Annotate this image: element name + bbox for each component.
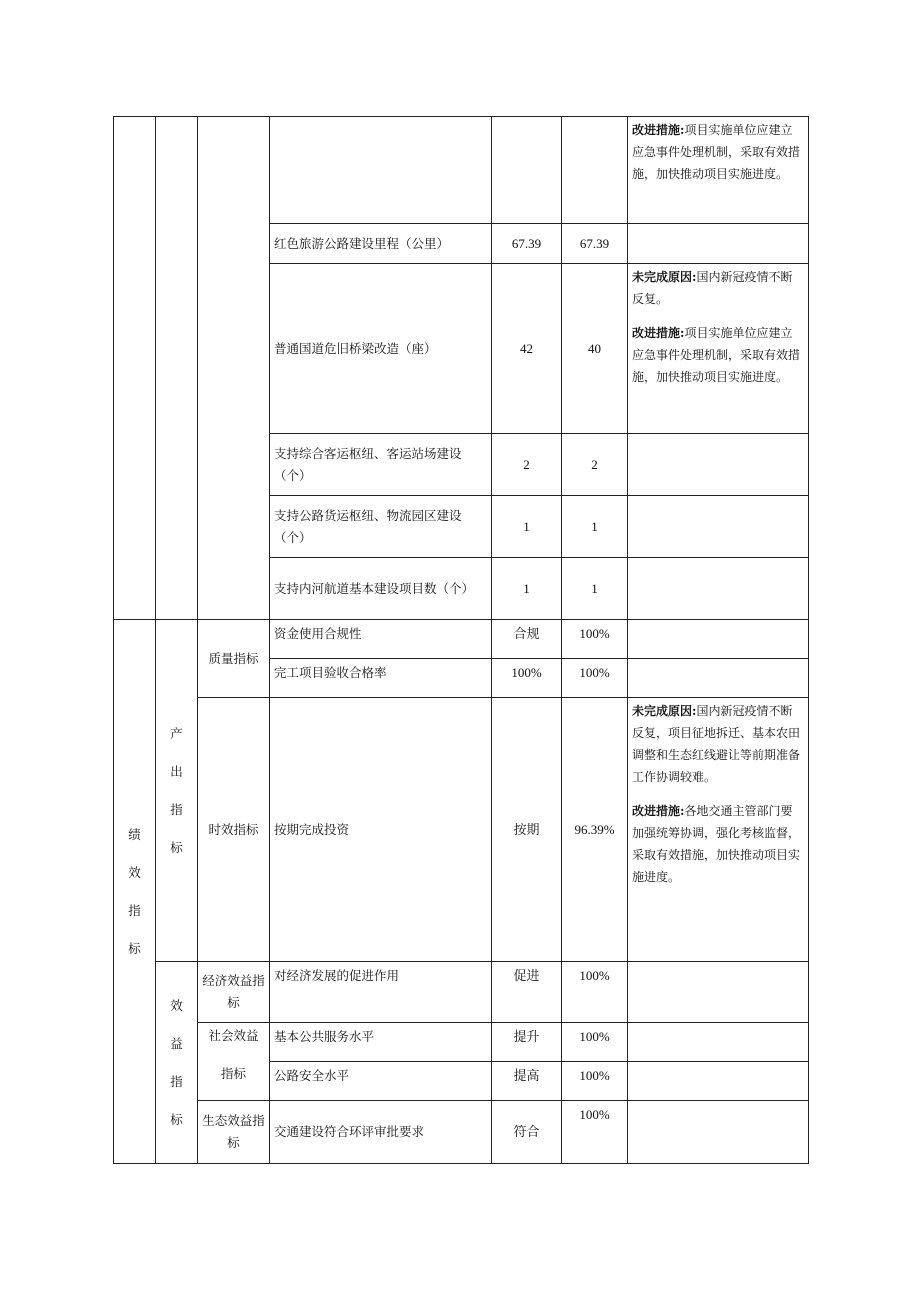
target-cell	[492, 117, 562, 224]
indicator-cell: 基本公共服务水平	[270, 1023, 492, 1062]
actual-cell: 100%	[562, 962, 628, 1023]
actual-cell: 100%	[562, 1062, 628, 1101]
note-cell	[628, 264, 809, 434]
target-cell: 100%	[492, 659, 562, 698]
vertical-char: 标	[170, 1111, 183, 1127]
vertical-char: 指	[170, 801, 183, 817]
level2-output-indicators	[156, 620, 198, 962]
vertical-char: 标	[128, 940, 141, 956]
table-row	[114, 620, 809, 659]
table-row	[114, 1101, 809, 1164]
actual-cell: 67.39	[562, 224, 628, 264]
indicator-cell: 交通建设符合环评审批要求	[270, 1101, 492, 1164]
indicator-cell: 完工项目验收合格率	[270, 659, 492, 698]
note-cell	[628, 117, 809, 224]
indicator-cell: 公路安全水平	[270, 1062, 492, 1101]
vertical-char: 出	[170, 763, 183, 779]
table-row	[114, 962, 809, 1023]
level1-cell-continued	[114, 117, 156, 620]
actual-cell	[562, 117, 628, 224]
actual-cell: 2	[562, 434, 628, 496]
level3-quality: 质量指标	[198, 620, 270, 698]
actual-cell: 1	[562, 496, 628, 558]
improve-text: 项目实施单位应建立应急事件处理机制，采取有效措施，加快推动项目实施进度。	[632, 326, 801, 384]
target-cell: 2	[492, 434, 562, 496]
level3-timeliness: 时效指标	[198, 698, 270, 962]
level3-ecological: 生态效益指标	[198, 1101, 270, 1164]
indicator-cell: 对经济发展的促进作用	[270, 962, 492, 1023]
performance-table	[113, 116, 809, 1164]
actual-cell: 100%	[562, 620, 628, 659]
indicator-cell: 支持公路货运枢纽、物流园区建设（个）	[270, 496, 492, 558]
table-row	[114, 698, 809, 962]
note-cell	[628, 1023, 809, 1062]
social-label-bottom: 指标	[220, 1065, 246, 1081]
note-cell	[628, 962, 809, 1023]
vertical-char: 益	[170, 1035, 183, 1051]
indicator-cell: 支持内河航道基本建设项目数（个）	[270, 558, 492, 620]
improve-label: 改进措施:	[632, 804, 685, 818]
reason-text: 国内新冠疫情不断反复，项目征地拆迁、基本农田调整和生态红线避让等前期准备工作协调较难。	[632, 704, 801, 784]
actual-cell: 1	[562, 558, 628, 620]
reason-label: 未完成原因:	[632, 270, 697, 284]
target-cell: 合规	[492, 620, 562, 659]
table-row	[114, 1023, 809, 1062]
level3-cell-continued	[198, 117, 270, 620]
vertical-char: 标	[170, 839, 183, 855]
note-cell	[628, 1101, 809, 1164]
vertical-char: 效	[170, 997, 183, 1013]
note-cell	[628, 1062, 809, 1101]
target-cell: 按期	[492, 698, 562, 962]
note-cell	[628, 698, 809, 962]
target-cell: 67.39	[492, 224, 562, 264]
indicator-cell: 资金使用合规性	[270, 620, 492, 659]
target-cell: 提升	[492, 1023, 562, 1062]
vertical-char: 绩	[128, 826, 141, 842]
table-row	[114, 117, 809, 224]
actual-cell: 100%	[562, 1023, 628, 1062]
target-cell: 符合	[492, 1101, 562, 1164]
level3-economic: 经济效益指标	[198, 962, 270, 1023]
reason-label: 未完成原因:	[632, 704, 697, 718]
target-cell: 42	[492, 264, 562, 434]
level2-benefit-indicators	[156, 962, 198, 1164]
vertical-char: 指	[128, 902, 141, 918]
level3-social	[198, 1023, 270, 1101]
indicator-cell: 按期完成投资	[270, 698, 492, 962]
vertical-char: 指	[170, 1073, 183, 1089]
target-cell: 提高	[492, 1062, 562, 1101]
target-cell: 促进	[492, 962, 562, 1023]
vertical-char: 产	[170, 725, 183, 741]
note-cell	[628, 224, 809, 264]
target-cell: 1	[492, 558, 562, 620]
note-cell	[628, 434, 809, 496]
note-cell	[628, 558, 809, 620]
reason-text: 国内新冠疫情不断反复。	[632, 270, 793, 306]
vertical-char: 效	[128, 864, 141, 880]
indicator-cell: 普通国道危旧桥梁改造（座）	[270, 264, 492, 434]
note-cell	[628, 496, 809, 558]
indicator-cell	[270, 117, 492, 224]
level1-performance-indicators	[114, 620, 156, 1164]
note-cell	[628, 659, 809, 698]
improve-label: 改进措施:	[632, 123, 685, 137]
indicator-cell: 支持综合客运枢纽、客运站场建设（个）	[270, 434, 492, 496]
level2-cell-continued	[156, 117, 198, 620]
indicator-cell: 红色旅游公路建设里程（公里）	[270, 224, 492, 264]
actual-cell: 100%	[562, 659, 628, 698]
actual-cell: 40	[562, 264, 628, 434]
improve-label: 改进措施:	[632, 326, 685, 340]
actual-cell: 96.39%	[562, 698, 628, 962]
improve-text: 各地交通主管部门要加强统筹协调，强化考核监督，采取有效措施，加快推动项目实施进度。	[632, 804, 801, 884]
target-cell: 1	[492, 496, 562, 558]
actual-cell: 100%	[562, 1101, 628, 1164]
improve-text: 项目实施单位应建立应急事件处理机制，采取有效措施，加快推动项目实施进度。	[632, 123, 801, 181]
note-cell	[628, 620, 809, 659]
social-label-top: 社会效益	[208, 1027, 259, 1043]
